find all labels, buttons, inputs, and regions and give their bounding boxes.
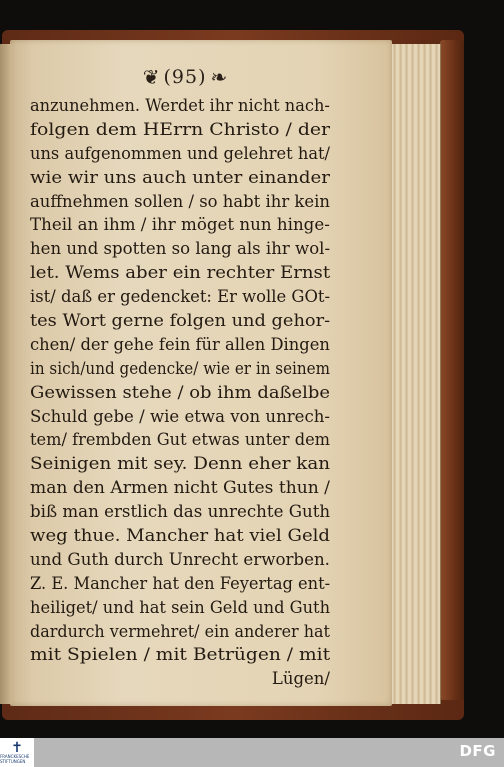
text-line: dardurch vermehret/ ein anderer hat [30,621,330,641]
text-line: man den Armen nicht Gutes thun / [30,478,330,498]
text-line: tem/ frembden Gut etwas unter dem [30,430,331,450]
text-line: biß man erstlich das unrechte Guth [30,502,331,522]
text-line: wie wir uns auch unter einander [30,167,330,187]
text-line: Theil an ihm / ihr möget nun hinge- [30,215,330,235]
ornament-right-icon: ❧ [210,65,228,89]
dfg-logo[interactable]: DFG [459,742,496,760]
catchword: Lügen/ [271,669,330,689]
text-line: mit Spielen / mit Betrügen / mit [30,645,331,665]
text-line: weg thue. Mancher hat viel Geld [30,526,330,546]
text-line: Gewissen stehe / ob ihm daßelbe [30,382,331,402]
text-line: heiliget/ und hat sein Geld und Guth [30,597,331,617]
text-line: hen und spotten so lang als ihr wol- [30,239,331,259]
text-line: Schuld gebe / wie etwa von unrech- [30,406,330,426]
page-number: (95) [163,66,207,88]
text-line: Z. E. Mancher hat den Feyertag ent- [30,573,331,593]
text-line: let. Wems aber ein rechter Ernst [30,263,331,283]
cross-icon: ✝ [11,740,23,757]
book-cover-edge [440,40,464,700]
text-line: anzunehmen. Werdet ihr nicht nach- [30,96,330,115]
text-line: Seinigen mit sey. Denn eher kan [30,454,331,474]
page-edges [390,44,441,704]
institution-logo[interactable] [0,738,34,767]
text-line: folgen dem HErrn Christo / der [30,119,331,139]
institution-name: FRANCKESCHE STIFTUNGEN [0,754,30,764]
text-line: chen/ der gehe fein für allen Dingen [30,334,330,354]
ornament-left-icon: ❦ [142,65,160,89]
page-header [122,62,248,92]
text-line: und Guth durch Unrecht erworben. [30,549,330,569]
body-text [30,94,330,691]
text-line: tes Wort gerne folgen und gehor- [30,311,331,331]
text-line: ist/ daß er gedencket: Er wolle GOt- [30,287,331,307]
text-line: in sich/und gedencke/ wie er in seinem [30,358,331,378]
gutter-shadow [0,44,12,704]
text-line: uns aufgenommen und gelehret hat/ [30,143,331,163]
footer-bar [0,738,504,767]
text-line: auffnehmen sollen / so habt ihr kein [30,191,330,211]
